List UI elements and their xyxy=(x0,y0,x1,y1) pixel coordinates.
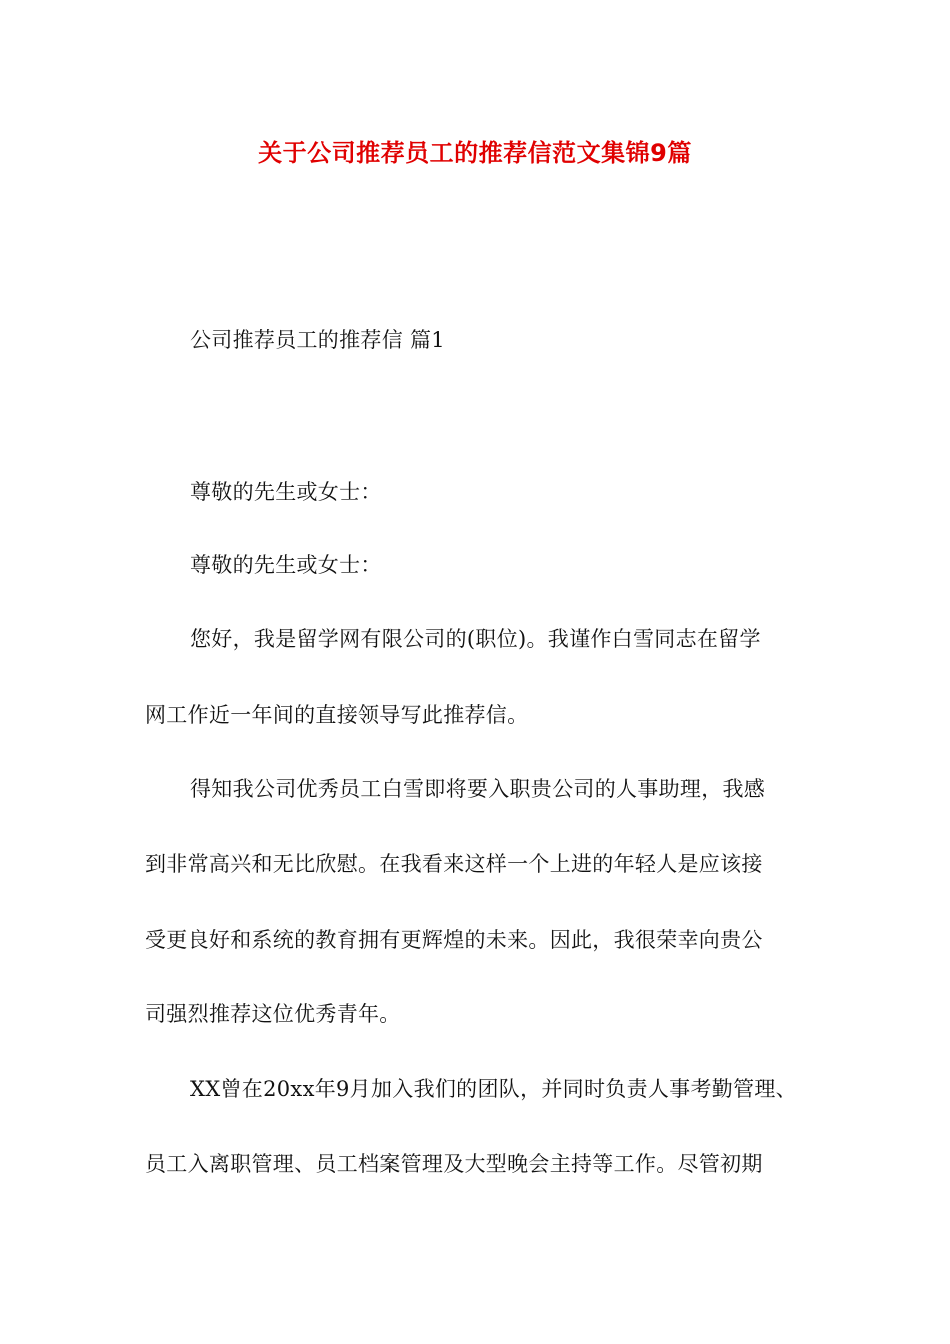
document-title: 关于公司推荐员工的推荐信范文集锦9篇 xyxy=(258,139,692,167)
section-heading: 公司推荐员工的推荐信 篇1 xyxy=(190,328,445,352)
paragraph-line: 到非常高兴和无比欣慰。在我看来这样一个上进的年轻人是应该接 xyxy=(145,852,763,876)
paragraph-line: 网工作近一年间的直接领导写此推荐信。 xyxy=(145,703,529,727)
paragraph-line: 您好，我是留学网有限公司的(职位)。我谨作白雪同志在留学 xyxy=(190,627,761,651)
paragraph-line: 得知我公司优秀员工白雪即将要入职贵公司的人事助理，我感 xyxy=(190,777,766,801)
salutation-line: 尊敬的先生或女士： xyxy=(190,480,382,504)
salutation-line: 尊敬的先生或女士： xyxy=(190,553,382,577)
paragraph-line: 受更良好和系统的教育拥有更辉煌的未来。因此，我很荣幸向贵公 xyxy=(145,928,763,952)
paragraph-line: XX曾在20xx年9月加入我们的团队，并同时负责人事考勤管理、 xyxy=(190,1077,797,1101)
paragraph-line: 员工入离职管理、员工档案管理及大型晚会主持等工作。尽管初期 xyxy=(145,1152,763,1176)
paragraph-line: 司强烈推荐这位优秀青年。 xyxy=(145,1002,401,1026)
